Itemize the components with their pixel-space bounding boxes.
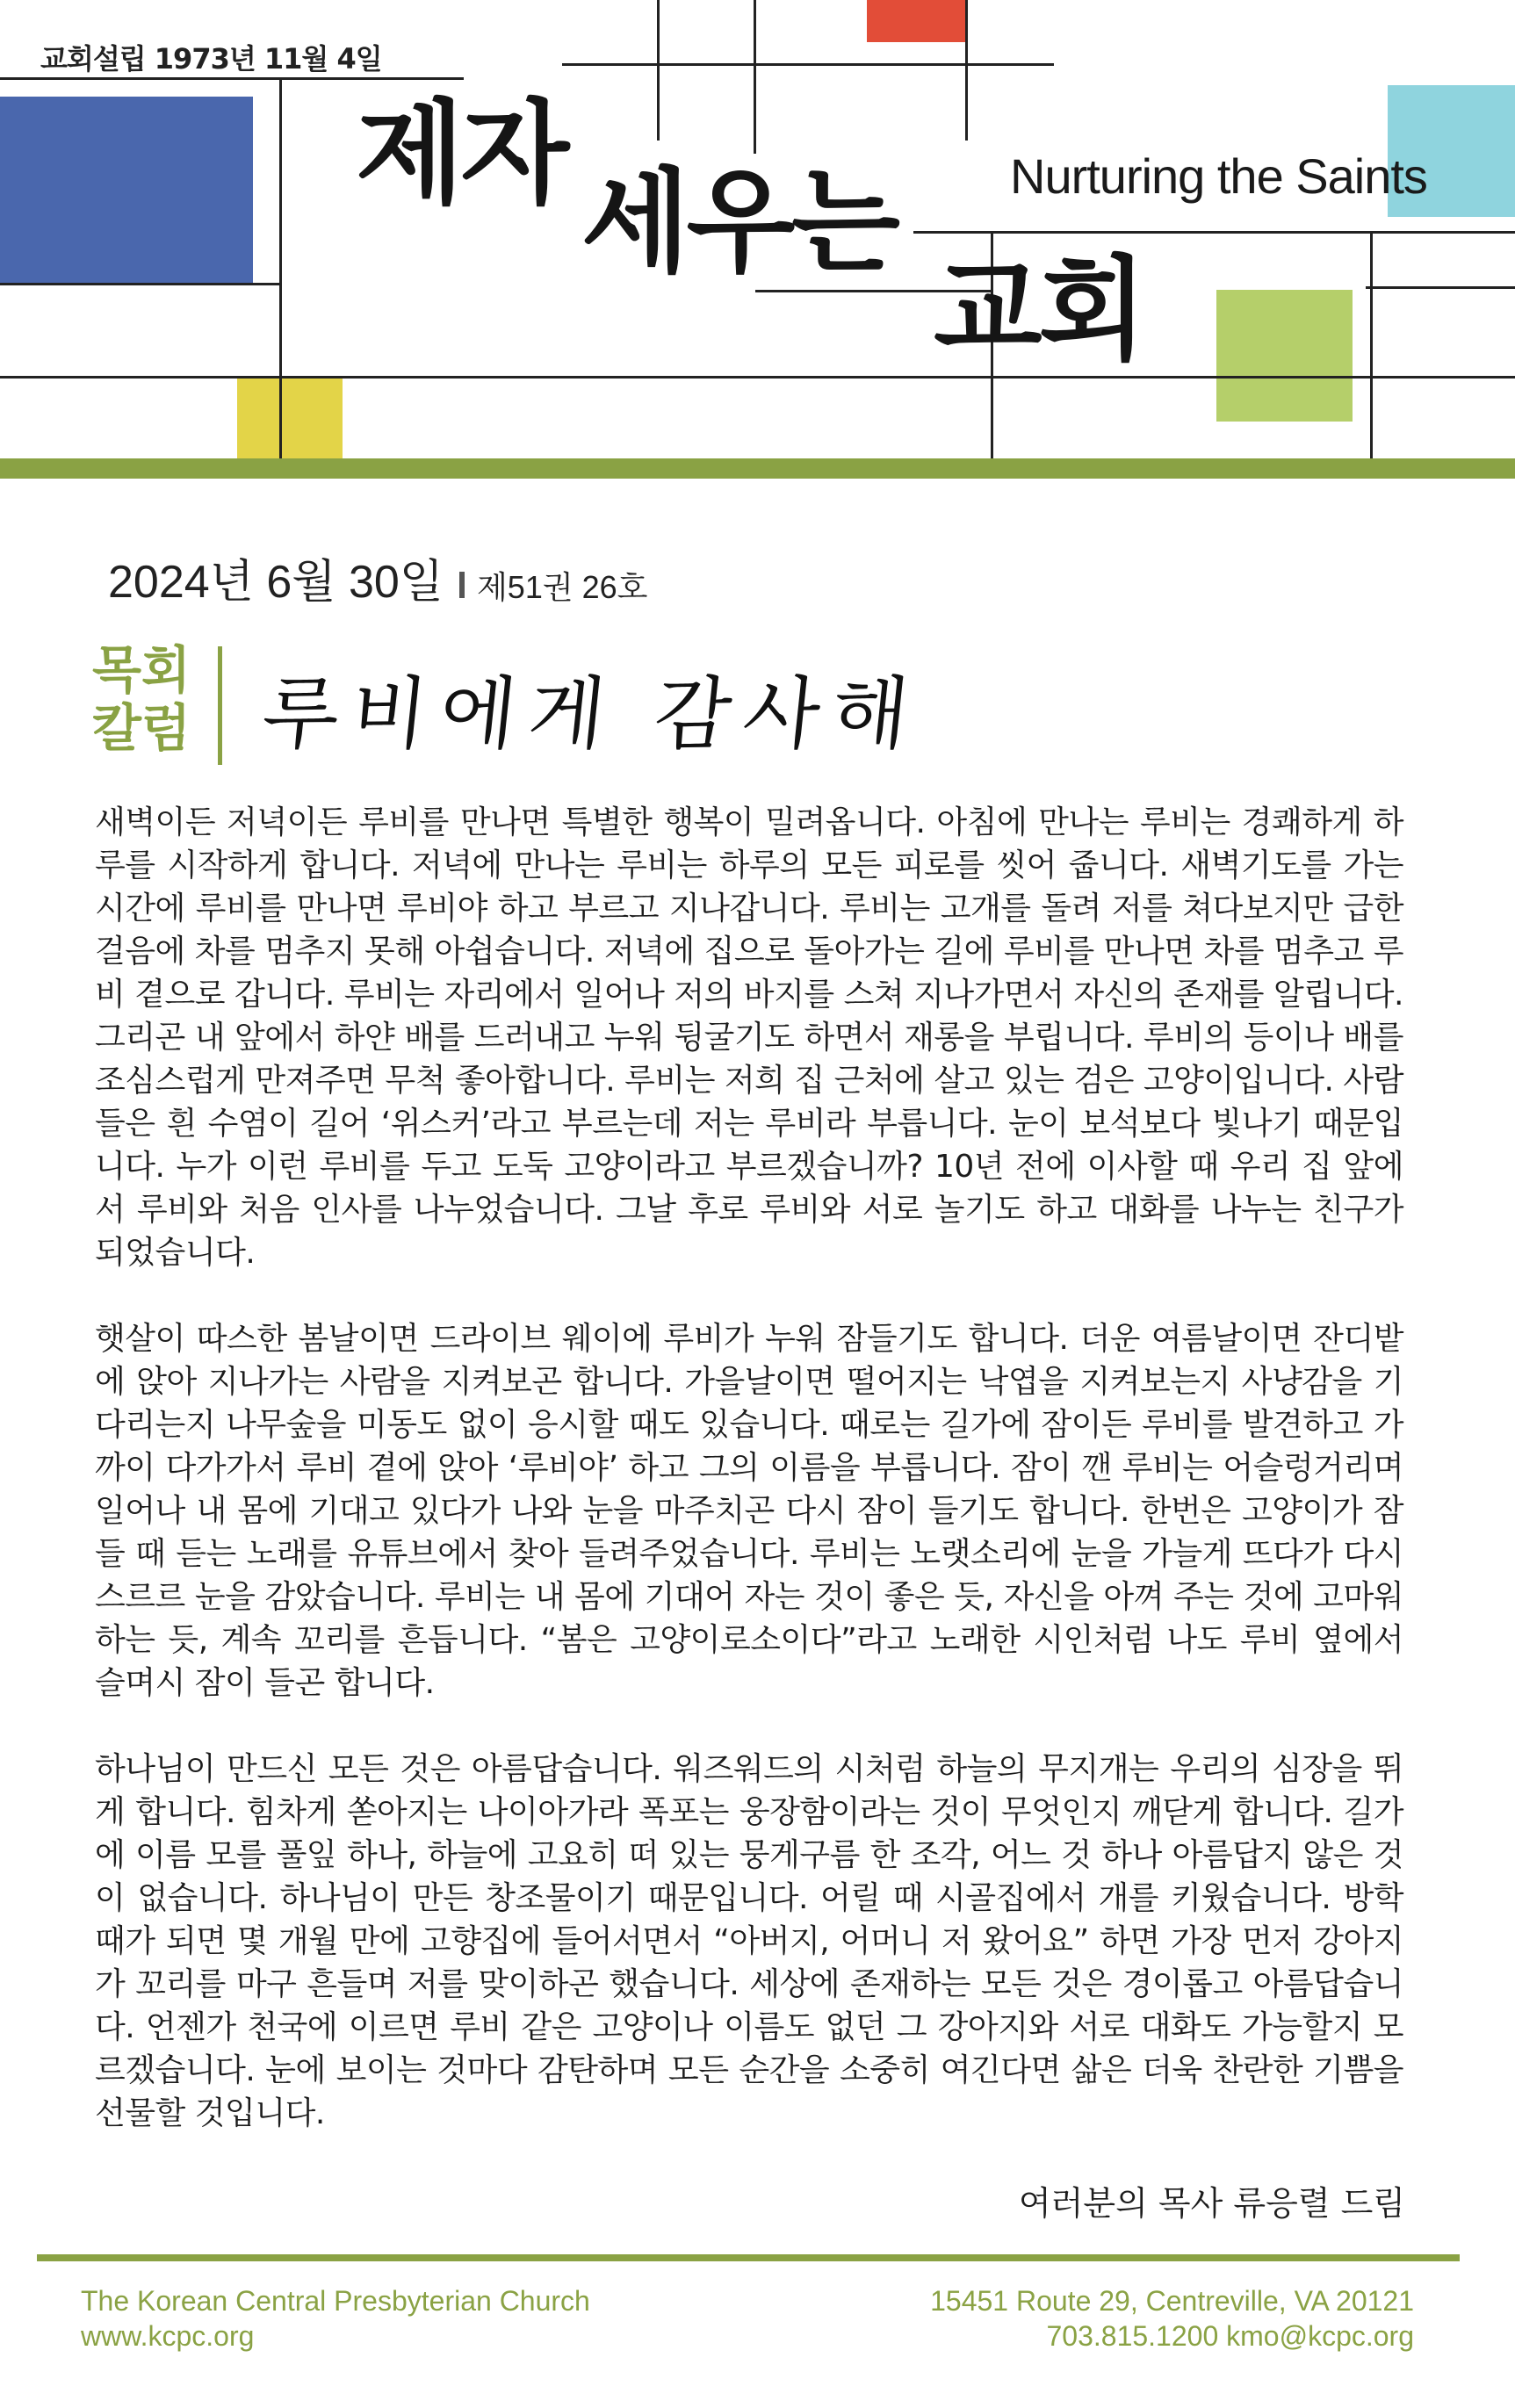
grid-line [0, 77, 464, 80]
grid-line [657, 0, 660, 141]
author-signature: 여러분의 목사 류응렬 드림 [1018, 2184, 1405, 2223]
column-title: 루비에게 감사해 [257, 668, 926, 761]
footer-right [930, 2283, 1414, 2354]
grid-line [562, 63, 1054, 66]
issue-date: 2024년 6월 30일 [108, 557, 444, 608]
article-paragraph-1: 새벽이든 저녁이든 루비를 만나면 특별한 행복이 밀려옵니다. 아침에 만나는 루비는 경쾌하게 하루를 시작하게 합니다. 저녁에 만나는 루비는 하루의 모든 피로를 씻어 줍니다. 새벽기도를 가는 시간에 루비를 만나면 루비야 하고 부르고 지나갑니다. 루비는 고개를 돌려 저를 쳐다보지만 급한 걸음에 차를 멈추지 못해 아쉽습니다. 저녁에 집으로 돌아가는 길에 루비를 만나면 차를 멈추고 루비 곁으로 갑니다. 루비는 자리에서 일어나 저의 바지를 스쳐 지나가면서 자신의 존재를 알립니다. 그리곤 내 앞에서 하얀 배를 드러내고 누워 뒹굴기도 하면서 재롱을 부립니다. 루비의 등이나 배를 조심스럽게 만져주면 무척 좋아합니다. 루비는 저희 집 근처에 살고 있는 검은 고양이입니다. 사람들은 흰 수염이 길어 ‘위스커’라고 부르는데 저는 루비라 부릅니다. 눈이 보석보다 빛나기 때문입니다. 누가 이런 루비를 두고 도둑 고양이라고 부르겠습니까? 10년 전에 이사할 때 우리 집 앞에서 루비와 처음 인사를 나누었습니다. 그날 후로 루비와 서로 놀기도 하고 대화를 나누는 친구가 되었습니다. [95, 804, 1403, 1271]
footer-divider [37, 2254, 1460, 2261]
issue-number: 제51권 26호 [477, 568, 648, 605]
column-label-line1: 목회 [92, 640, 191, 700]
church-address: 15451 Route 29, Centreville, VA 20121 [930, 2285, 1414, 2317]
green-block [1216, 290, 1353, 422]
grid-line [0, 376, 1515, 379]
english-subtitle: Nurturing the Saints [1010, 148, 1427, 204]
dateline-separator [459, 572, 465, 598]
grid-line [279, 77, 282, 464]
issue-dateline [108, 544, 647, 610]
article-paragraph-3: 하나님이 만드신 모든 것은 아름답습니다. 워즈워드의 시처럼 하늘의 무지개는 우리의 심장을 뛰게 합니다. 힘차게 쏟아지는 나이아가라 폭포는 웅장함이라는 것이 무엇인지 깨닫게 합니다. 길가에 이름 모를 풀잎 하나, 하늘에 고요히 떠 있는 뭉게구름 한 조각, 어느 것 하나 아름답지 않은 것이 없습니다. 하나님이 만든 창조물이기 때문입니다. 어릴 때 시골집에서 개를 키웠습니다. 방학 때가 되면 몇 개월 만에 고향집에 들어서면서 “아버지, 어머니 저 왔어요” 하면 가장 먼저 강아지가 꼬리를 마구 흔들며 저를 맞이하곤 했습니다. 세상에 존재하는 모든 것은 경이롭고 아름답습니다. 언젠가 천국에 이르면 루비 같은 고양이나 이름도 없던 그 강아지와 서로 대화도 가능할지 모르겠습니다. 눈에 보이는 것마다 감탄하며 모든 순간을 소중히 여긴다면 삶은 더욱 찬란한 기쁨을 선물할 것입니다. [95, 1751, 1403, 2131]
grid-line [1370, 233, 1373, 461]
church-website[interactable]: www.kcpc.org [81, 2320, 255, 2352]
grid-line [0, 283, 281, 285]
article-body [95, 801, 1403, 2178]
column-label [92, 641, 206, 757]
footer-left [81, 2283, 590, 2354]
column-label-divider [218, 646, 222, 765]
title-word-2: 세우는 [581, 157, 897, 288]
header-divider-band [0, 458, 1515, 479]
yellow-block [237, 378, 343, 458]
red-block [867, 0, 965, 42]
grid-line [754, 0, 756, 154]
founded-date: 교회설립 1973년 11월 4일 [40, 42, 382, 76]
grid-line [1366, 286, 1515, 289]
grid-line [965, 0, 968, 141]
column-label-line2: 칼럼 [92, 698, 191, 758]
blue-block [0, 97, 253, 283]
church-name: The Korean Central Presbyterian Church [81, 2285, 590, 2317]
title-word-3: 교회 [934, 245, 1144, 376]
article-paragraph-2: 햇살이 따스한 봄날이면 드라이브 웨이에 루비가 누워 잠들기도 합니다. 더운 여름날이면 잔디밭에 앉아 지나가는 사람을 지켜보곤 합니다. 가을날이면 떨어지는 낙엽을 지켜보는지 사냥감을 기다리는지 나무숲을 미동도 없이 응시할 때도 있습니다. 때로는 길가에 잠이든 루비를 발견하고 가까이 다가가서 루비 곁에 앉아 ‘루비야’ 하고 그의 이름을 부릅니다. 잠이 깬 루비는 어슬렁거리며 일어나 내 몸에 기대고 있다가 나와 눈을 마주치곤 다시 잠이 들기도 합니다. 한번은 고양이가 잠들 때 듣는 노래를 유튜브에서 찾아 들려주었습니다. 루비는 노랫소리에 눈을 가늘게 뜨다가 다시 스르르 눈을 감았습니다. 루비는 내 몸에 기대어 자는 것이 좋은 듯, 자신을 아껴 주는 것에 고마워하는 듯, 계속 꼬리를 흔듭니다. “봄은 고양이로소이다”라고 노래한 시인처럼 나도 루비 옆에서 슬며시 잠이 들곤 합니다. [95, 1321, 1403, 1701]
grid-line [913, 231, 1515, 234]
masthead [0, 0, 1515, 479]
title-word-1: 제자 [356, 89, 566, 220]
church-contact[interactable]: 703.815.1200 kmo@kcpc.org [1046, 2320, 1414, 2352]
